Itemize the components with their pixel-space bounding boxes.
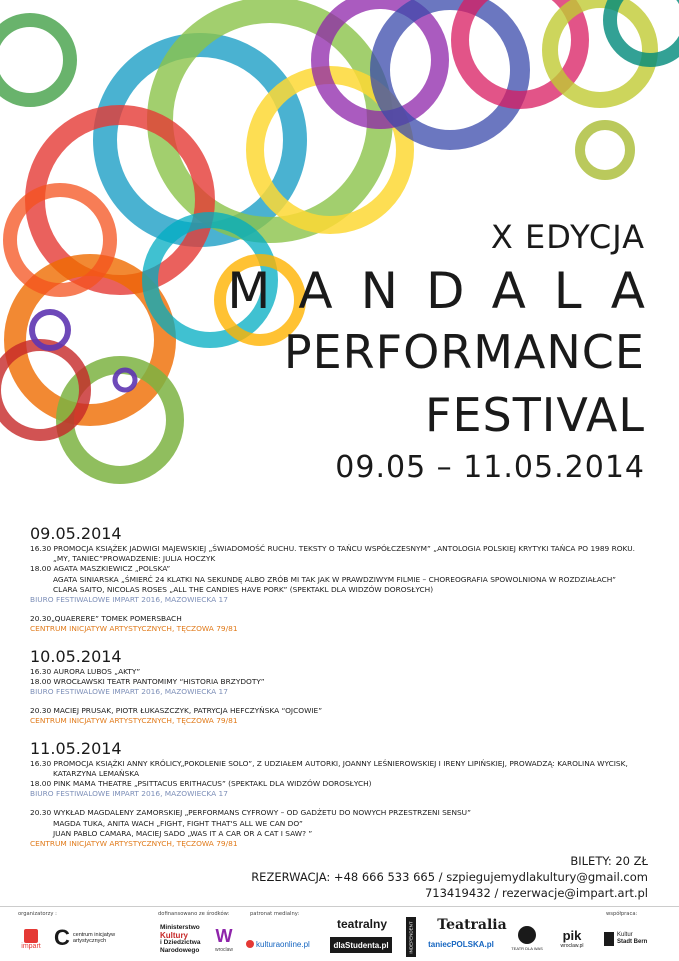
ministry-logo-line: i Dziedzictwa	[160, 939, 201, 946]
festival-name-festival: FESTIVAL	[424, 388, 645, 442]
event-line: 18.00 WROCŁAWSKI TEATR PANTOMIMY “HISTORIA BRZYDOTY”	[30, 676, 265, 686]
festival-name-performance: PERFORMANCE	[283, 325, 645, 379]
ministry-logo-line: Ministerstwo	[160, 924, 200, 931]
event-line: JUAN PABLO CAMARA, MACIEJ SADO „WAS IT A CAR OR A CAT I SAW? ”	[53, 828, 313, 838]
event-line: 18.00 AGATA MASZKIEWICZ „POLSKA”	[30, 564, 171, 574]
sponsor-footer	[0, 906, 679, 961]
dlastudenta-logo-text: dlaStudenta.pl	[333, 940, 389, 950]
event-line: 20.30„QUAERERE” TOMEK POMERSBACH	[30, 614, 182, 624]
stadt-bern-logo	[604, 925, 664, 953]
event-line: 20.30 MACIEJ PRUSAK, PIOTR ŁUKASZCZYK, PATRYCJA HEFCZYŃSKA “OJCOWIE”	[30, 706, 323, 716]
venue-line: CENTRUM INICJATYW ARTYSTYCZNYCH, TĘCZOWA 79/81	[30, 624, 238, 634]
cia-logo-text: centrum inicjatyw artystycznych	[72, 932, 116, 944]
reservation-line: REZERWACJA: +48 666 533 665 / szpiegujemydlakultury@gmail.com	[251, 870, 648, 884]
teatralia-logo-text: Teatralia	[437, 917, 507, 933]
wroclaw-logo-text: wroclaw	[214, 946, 234, 953]
ministry-logo-line: Narodowego	[160, 946, 200, 954]
teatralny-logo	[330, 916, 394, 932]
cia-logo	[54, 925, 130, 951]
teatralny-logo-text: teatralny	[336, 917, 388, 931]
kulturaonline-icon	[246, 940, 254, 948]
media-label: patronat medialny:	[250, 911, 300, 917]
wroclaw-logo	[208, 923, 240, 955]
independent-logo-text: INDEPENDENT	[408, 920, 414, 954]
event-line: AGATA SINIARSKA „ŚMIERĆ 24 KLATKI NA SEKUNDĘ ALBO ZRÓB MI TAK JAK W PRAWDZIWYM FILMIE – CHOREOGRAFIA SPOWOLNIONA W ROZDZIAŁACH”	[53, 574, 616, 584]
ring	[380, 0, 520, 140]
cia-icon: C	[54, 925, 70, 950]
ticket-info	[251, 853, 648, 901]
venue-line: BIURO FESTIWALOWE IMPART 2016, MAZOWIECKA 17	[30, 595, 228, 605]
event-line: 20.30 WYKŁAD MAGDALENY ZAMORSKIEJ „PERFORMANS CYFROWY – OD GADŻETU DO NOWYCH PRZESTRZENI SENSU”	[30, 808, 471, 818]
impart-logo	[16, 921, 46, 957]
festival-name-mandala: MANDALA	[227, 262, 673, 320]
event-line: 16.30 AURORA LUBOS „AKTY”	[30, 666, 141, 676]
event-line: „MY, TANIEC”PROWADZENIE: JULIA HOCZYK	[53, 554, 216, 564]
day-date: 10.05.2014	[30, 646, 122, 666]
reservation-line-2: 713419432 / rezerwacje@impart.art.pl	[424, 886, 648, 900]
festival-dates: 09.05 – 11.05.2014	[335, 450, 645, 485]
cooperation-label: współpraca:	[606, 911, 638, 917]
venue-line: BIURO FESTIWALOWE IMPART 2016, MAZOWIECKA 17	[30, 789, 228, 799]
funding-label: dofinansowano ze środków:	[158, 911, 230, 917]
teatr-dla-was-icon	[518, 926, 536, 944]
kulturaonline-logo-text: kulturaonline.pl	[256, 939, 310, 949]
event-line: KATARZYNA LEMAŃSKA	[53, 768, 140, 778]
venue-line: CENTRUM INICJATYW ARTYSTYCZNYCH, TĘCZOWA 79/81	[30, 839, 238, 849]
event-line: MAGDA TUKA, ANITA WACH „FIGHT, FIGHT THAT'S ALL WE CAN DO”	[53, 818, 303, 828]
teatr-dla-was-logo-text: TEATR DLA WAS	[511, 945, 543, 951]
pik-logo	[552, 921, 592, 955]
pik-logo-subtext: wroclaw.pl	[560, 942, 584, 949]
impart-logo-text: impart	[21, 942, 41, 950]
event-line: CLARA SAITO, NICOLAS ROSES „ALL THE CANDIES HAVE PORK” (SPEKTAKL DLA WIDZÓW DOROSŁYCH)	[53, 584, 434, 594]
independent-logo	[406, 917, 416, 957]
taniec-polska-logo-text: taniecPOLSKA.pl	[428, 939, 494, 949]
bern-logo-line: Stadt Bern	[617, 939, 648, 945]
event-line: 16.30 PROMOCJA KSIĄŻEK JADWIGI MAJEWSKIEJ „ŚWIADOMOŚĆ RUCHU. TEKSTY O TAŃCU WSPÓŁCZESNYM” „ANTOLOGIA POLSKIEJ KRYTYKI TAŃCA PO 1989 ROKU.	[30, 544, 635, 553]
venue-line: CENTRUM INICJATYW ARTYSTYCZNYCH, TĘCZOWA 79/81	[30, 716, 238, 726]
day-date: 11.05.2014	[30, 738, 122, 758]
program	[30, 524, 670, 849]
organizers-label: organizatorzy :	[18, 911, 57, 917]
bern-logo-line: Kultur	[617, 932, 633, 938]
pik-logo-text: pik	[562, 927, 582, 943]
event-line: 16.30 PROMOCJA KSIĄŻKI ANNY KRÓLICY„POKOLENIE SOLO”, Z UDZIAŁEM AUTORKI, JOANNY LEŚNIEROWSKIEJ I IRENY LIPIŃSKIEJ, PROWADZĄ: KAROLINA WYCISK,	[30, 758, 628, 768]
ticket-price: BILETY: 20 ZŁ	[570, 854, 648, 868]
wroclaw-icon: W	[215, 925, 233, 946]
taniec-polska-logo	[428, 937, 494, 951]
edition-title: X EDYCJA	[490, 218, 645, 256]
venue-line: BIURO FESTIWALOWE IMPART 2016, MAZOWIECKA 17	[30, 687, 228, 697]
dlastudenta-logo	[330, 937, 392, 953]
ring	[0, 20, 70, 100]
teatralia-logo	[432, 915, 512, 935]
event-line: 18.00 PINK MAMA THEATRE „PSITTACUS ERITHACUS” (SPEKTAKL DLA WIDZÓW DOROSŁYCH)	[30, 779, 372, 789]
ring	[580, 125, 630, 175]
ministry-logo-line: Kultury	[160, 930, 188, 940]
bern-crest-icon	[604, 932, 614, 946]
impart-icon	[24, 929, 38, 943]
day-date: 09.05.2014	[30, 524, 122, 543]
teatr-dla-was-logo	[510, 919, 544, 957]
kulturaonline-logo	[246, 937, 324, 951]
